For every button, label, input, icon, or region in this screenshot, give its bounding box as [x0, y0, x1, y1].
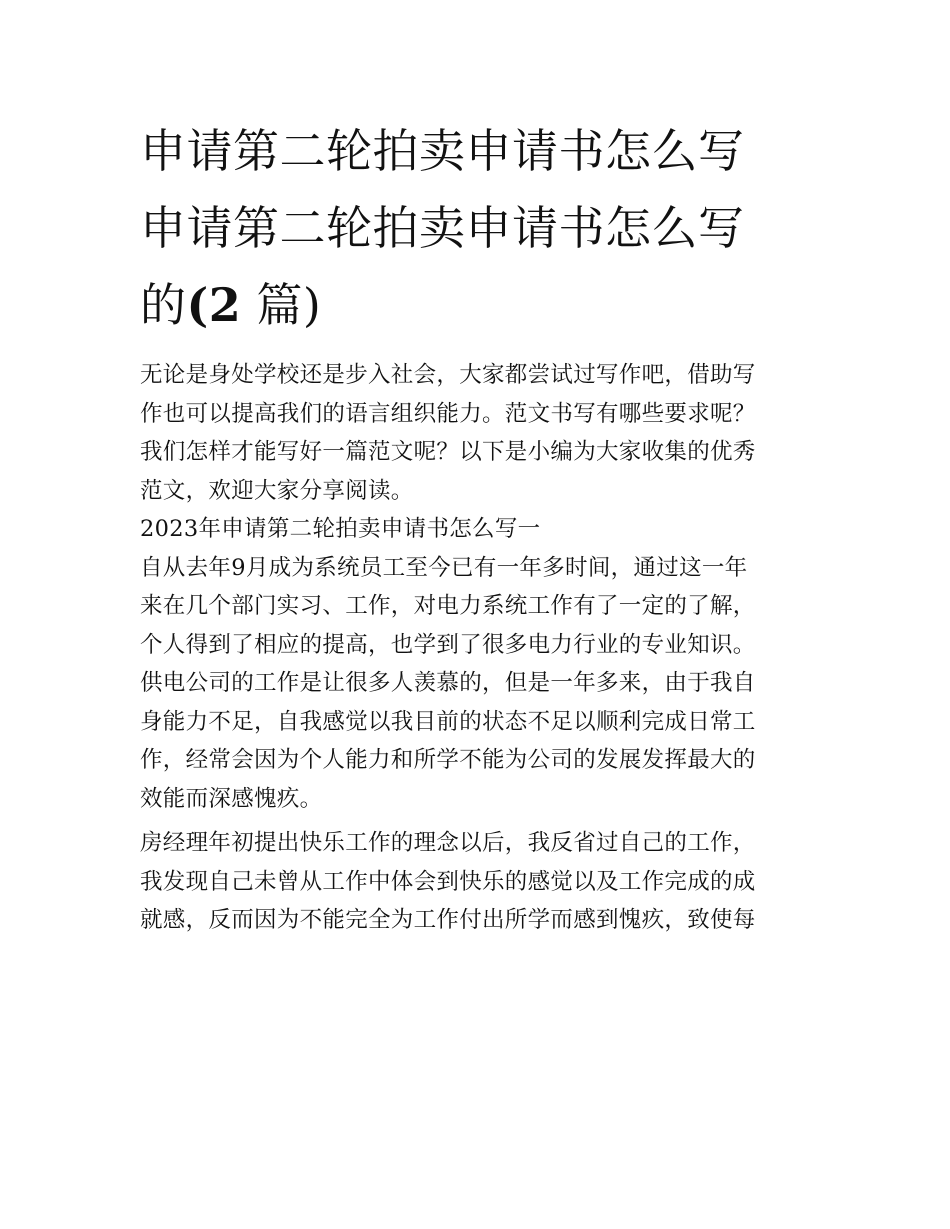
body-paragraph-1: [140, 549, 812, 819]
title-line-1: 申请第二轮拍卖申请书怎么写: [140, 124, 745, 178]
intro-line: 范文，欢迎大家分享阅读。: [140, 477, 414, 504]
intro-line: 无论是身处学校还是步入社会，大家都尝试过写作吧，借助写: [140, 362, 756, 388]
paragraph-line: 自从去年9月成为系统员工至今已有一年多时间，通过这一年: [140, 554, 748, 581]
intro-line: 我们怎样才能写好一篇范文呢？以下是小编为大家收集的优秀: [140, 439, 756, 465]
paragraph-line: 我发现自己未曾从工作中体会到快乐的感觉以及工作完成的成: [140, 868, 756, 895]
paragraph-line: 来在几个部门实习、工作，对电力系统工作有了一定的了解，: [140, 593, 756, 619]
paragraph-line: 身能力不足，自我感觉以我目前的状态不足以顺利完成日常工: [140, 708, 756, 735]
paragraph-line: 房经理年初提出快乐工作的理念以后，我反省过自己的工作，: [140, 830, 756, 856]
title-line-3: [140, 267, 812, 344]
body-paragraph-2: [140, 824, 812, 940]
section-heading: [140, 510, 812, 549]
title-line-3-suffix: 篇): [256, 278, 322, 332]
intro-line: 作也可以提高我们的语言组织能力。范文书写有哪些要求呢？: [140, 400, 756, 427]
title-line-3-prefix: 的: [140, 278, 187, 332]
document-title: [140, 113, 812, 344]
paragraph-line: 作，经常会因为个人能力和所学不能为公司的发展发挥最大的: [140, 747, 756, 773]
paragraph-line: 供电公司的工作是让很多人羡慕的，但是一年多来，由于我自: [140, 670, 756, 696]
section-heading-text: 2023年申请第二轮拍卖申请书怎么写一: [140, 516, 541, 542]
document-body: [140, 113, 812, 940]
paragraph-line: 就感，反而因为不能完全为工作付出所学而感到愧疚，致使每: [140, 907, 756, 933]
title-line-2: 申请第二轮拍卖申请书怎么写: [140, 201, 745, 255]
intro-paragraph: [140, 356, 812, 510]
paragraph-line: 效能而深感愧疚。: [140, 785, 323, 812]
paragraph-line: 个人得到了相应的提高，也学到了很多电力行业的专业知识。: [140, 631, 756, 658]
title-line-3-count: (2: [186, 278, 242, 332]
